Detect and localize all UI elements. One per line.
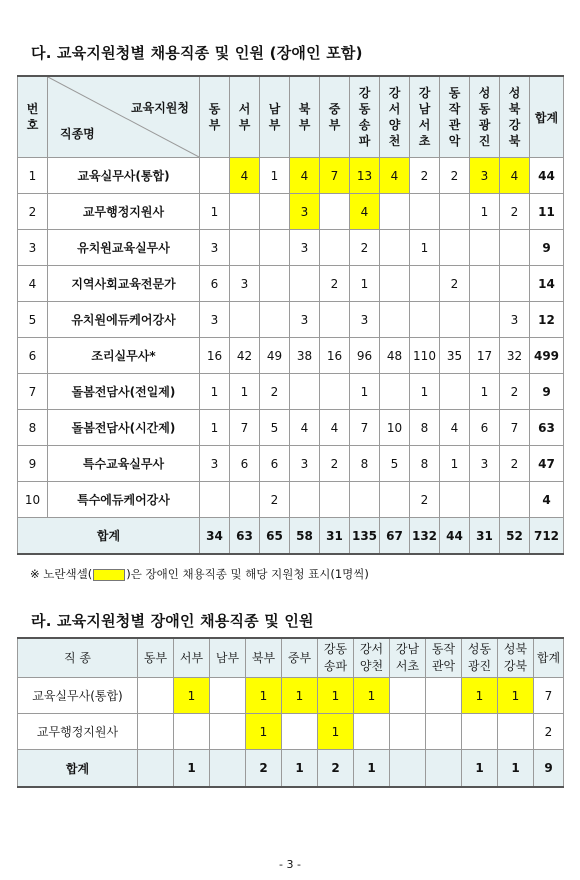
total-cell: [138, 750, 174, 788]
count-cell: [390, 714, 426, 750]
count-cell: [260, 302, 290, 338]
count-cell: [138, 678, 174, 714]
count-cell: 1: [230, 374, 260, 410]
header-office: 성북 강북: [498, 638, 534, 678]
header-office: 북부: [246, 638, 282, 678]
count-cell: 8: [410, 446, 440, 482]
header-office: 서 부: [230, 76, 260, 158]
header-office: 성 북 강 북: [500, 76, 530, 158]
job-name: 특수교육실무사: [48, 446, 200, 482]
table-row: [18, 302, 564, 338]
total-row: [18, 750, 564, 788]
count-cell: 1: [470, 194, 500, 230]
count-cell: 38: [290, 338, 320, 374]
count-cell: [380, 266, 410, 302]
header-office: 남 부: [260, 76, 290, 158]
count-cell: 3: [290, 446, 320, 482]
header-job-label: 직종명: [60, 127, 95, 141]
count-cell: [440, 302, 470, 338]
count-cell: [380, 374, 410, 410]
count-cell: [290, 374, 320, 410]
count-cell: 1: [246, 678, 282, 714]
recruitment-by-office-table: [17, 75, 564, 555]
header-office: 남부: [210, 638, 246, 678]
count-cell: 8: [410, 410, 440, 446]
count-cell: 4: [290, 410, 320, 446]
count-cell: [440, 230, 470, 266]
count-cell: 3: [290, 230, 320, 266]
count-cell: [200, 482, 230, 518]
count-cell: 10: [380, 410, 410, 446]
count-cell: 1: [318, 678, 354, 714]
count-cell: [462, 714, 498, 750]
count-cell: [200, 158, 230, 194]
row-total: 11: [530, 194, 564, 230]
table-row: [18, 482, 564, 518]
section2-title: 라. 교육지원청별 장애인 채용직종 및 인원: [31, 612, 314, 630]
count-cell: [230, 230, 260, 266]
table-row: [18, 194, 564, 230]
header-office: 강동 송파: [318, 638, 354, 678]
count-cell: [470, 230, 500, 266]
total-cell: 52: [500, 518, 530, 555]
count-cell: 35: [440, 338, 470, 374]
count-cell: 4: [320, 410, 350, 446]
count-cell: 1: [282, 678, 318, 714]
total-cell: 34: [200, 518, 230, 555]
count-cell: 1: [440, 446, 470, 482]
total-cell: 135: [350, 518, 380, 555]
count-cell: 3: [350, 302, 380, 338]
count-cell: [470, 266, 500, 302]
count-cell: [320, 230, 350, 266]
count-cell: 2: [440, 266, 470, 302]
total-cell: 65: [260, 518, 290, 555]
count-cell: 5: [260, 410, 290, 446]
count-cell: [260, 266, 290, 302]
count-cell: [498, 714, 534, 750]
total-cell: 31: [320, 518, 350, 555]
count-cell: [410, 266, 440, 302]
row-number: 5: [18, 302, 48, 338]
header-office: 강 남 서 초: [410, 76, 440, 158]
row-total: 4: [530, 482, 564, 518]
header-office: 강남 서초: [390, 638, 426, 678]
total-label: 합계: [18, 750, 138, 788]
count-cell: 6: [200, 266, 230, 302]
count-cell: 3: [200, 230, 230, 266]
count-cell: 6: [230, 446, 260, 482]
job-name: 유치원교육실무사: [48, 230, 200, 266]
count-cell: 7: [500, 410, 530, 446]
job-name: 돌봄전담사(전일제): [48, 374, 200, 410]
count-cell: 7: [320, 158, 350, 194]
count-cell: [470, 302, 500, 338]
job-name: 교무행정지원사: [48, 194, 200, 230]
count-cell: [410, 302, 440, 338]
job-name: 교육실무사(통합): [48, 158, 200, 194]
total-cell: 44: [440, 518, 470, 555]
count-cell: 2: [320, 266, 350, 302]
count-cell: [260, 230, 290, 266]
job-name: 돌봄전담사(시간제): [48, 410, 200, 446]
job-name: 조리실무사*: [48, 338, 200, 374]
count-cell: [380, 482, 410, 518]
count-cell: 3: [470, 446, 500, 482]
count-cell: 5: [380, 446, 410, 482]
count-cell: 6: [260, 446, 290, 482]
row-total: 12: [530, 302, 564, 338]
total-cell: 67: [380, 518, 410, 555]
total-cell: 1: [462, 750, 498, 788]
header-office: 중부: [282, 638, 318, 678]
yellow-swatch: [93, 569, 125, 581]
header-office: 강 서 양 천: [380, 76, 410, 158]
table-row: [18, 678, 564, 714]
count-cell: 1: [462, 678, 498, 714]
count-cell: 2: [260, 374, 290, 410]
count-cell: [320, 194, 350, 230]
count-cell: 1: [350, 266, 380, 302]
legend-note: [30, 566, 369, 582]
count-cell: 16: [320, 338, 350, 374]
count-cell: [500, 482, 530, 518]
row-total: 44: [530, 158, 564, 194]
row-number: 3: [18, 230, 48, 266]
count-cell: 42: [230, 338, 260, 374]
total-cell: 1: [174, 750, 210, 788]
count-cell: 3: [290, 302, 320, 338]
count-cell: 2: [410, 158, 440, 194]
count-cell: 3: [500, 302, 530, 338]
count-cell: [290, 266, 320, 302]
header-office: 중 부: [320, 76, 350, 158]
count-cell: 2: [320, 446, 350, 482]
grand-total: 9: [534, 750, 564, 788]
job-name: 유치원에듀케어강사: [48, 302, 200, 338]
row-number: 2: [18, 194, 48, 230]
count-cell: 2: [500, 446, 530, 482]
header-office: 동부: [138, 638, 174, 678]
count-cell: [440, 194, 470, 230]
count-cell: 1: [200, 410, 230, 446]
count-cell: 1: [174, 678, 210, 714]
count-cell: [210, 678, 246, 714]
count-cell: 1: [350, 374, 380, 410]
count-cell: [350, 482, 380, 518]
header-office: 성 동 광 진: [470, 76, 500, 158]
count-cell: [320, 302, 350, 338]
row-total: 47: [530, 446, 564, 482]
count-cell: 2: [500, 374, 530, 410]
row-number: 10: [18, 482, 48, 518]
count-cell: 7: [230, 410, 260, 446]
table-row: [18, 266, 564, 302]
total-cell: [390, 750, 426, 788]
table-row: [18, 446, 564, 482]
count-cell: [260, 194, 290, 230]
header-office: 성동 광진: [462, 638, 498, 678]
table-row: [18, 230, 564, 266]
count-cell: 4: [500, 158, 530, 194]
count-cell: 6: [470, 410, 500, 446]
job-name: 교무행정지원사: [18, 714, 138, 750]
count-cell: 1: [246, 714, 282, 750]
diagonal-line: [48, 77, 199, 157]
count-cell: 49: [260, 338, 290, 374]
count-cell: 4: [230, 158, 260, 194]
page-number: - 3 -: [279, 858, 301, 871]
row-total: 499: [530, 338, 564, 374]
table-row: [18, 158, 564, 194]
count-cell: 1: [470, 374, 500, 410]
total-cell: 1: [354, 750, 390, 788]
count-cell: [426, 678, 462, 714]
header-total: 합계: [530, 76, 564, 158]
count-cell: 96: [350, 338, 380, 374]
count-cell: 3: [470, 158, 500, 194]
count-cell: [354, 714, 390, 750]
row-number: 8: [18, 410, 48, 446]
header-job: 직 종: [18, 638, 138, 678]
total-cell: 31: [470, 518, 500, 555]
header-no: 번 호: [18, 76, 48, 158]
count-cell: 2: [440, 158, 470, 194]
count-cell: [138, 714, 174, 750]
count-cell: 1: [260, 158, 290, 194]
row-total: 63: [530, 410, 564, 446]
count-cell: 2: [410, 482, 440, 518]
header-office: 강서 양천: [354, 638, 390, 678]
total-cell: [426, 750, 462, 788]
count-cell: 4: [350, 194, 380, 230]
count-cell: [230, 482, 260, 518]
count-cell: 17: [470, 338, 500, 374]
count-cell: 7: [350, 410, 380, 446]
total-row: [18, 518, 564, 555]
count-cell: 48: [380, 338, 410, 374]
job-name: 교육실무사(통합): [18, 678, 138, 714]
job-name: 특수에듀케어강사: [48, 482, 200, 518]
count-cell: 8: [350, 446, 380, 482]
header-office: 동 작 관 악: [440, 76, 470, 158]
count-cell: 2: [350, 230, 380, 266]
total-cell: [210, 750, 246, 788]
count-cell: [174, 714, 210, 750]
row-number: 1: [18, 158, 48, 194]
total-cell: 63: [230, 518, 260, 555]
total-cell: 2: [318, 750, 354, 788]
count-cell: [380, 302, 410, 338]
total-cell: 58: [290, 518, 320, 555]
table-header-row: [18, 76, 564, 158]
count-cell: 32: [500, 338, 530, 374]
count-cell: [320, 374, 350, 410]
total-cell: 2: [246, 750, 282, 788]
header-office-label: 교육지원청: [131, 101, 189, 115]
count-cell: 13: [350, 158, 380, 194]
count-cell: 1: [354, 678, 390, 714]
header-diagonal-cell: [48, 76, 200, 158]
count-cell: 2: [500, 194, 530, 230]
row-number: 9: [18, 446, 48, 482]
count-cell: [210, 714, 246, 750]
count-cell: [320, 482, 350, 518]
count-cell: 1: [410, 374, 440, 410]
table-row: [18, 338, 564, 374]
count-cell: [230, 302, 260, 338]
count-cell: 1: [410, 230, 440, 266]
total-label: 합계: [18, 518, 200, 555]
row-total: 2: [534, 714, 564, 750]
row-total: 9: [530, 230, 564, 266]
row-total: 14: [530, 266, 564, 302]
total-cell: 1: [498, 750, 534, 788]
count-cell: 1: [200, 374, 230, 410]
count-cell: [380, 194, 410, 230]
count-cell: [380, 230, 410, 266]
count-cell: 110: [410, 338, 440, 374]
count-cell: 16: [200, 338, 230, 374]
count-cell: [500, 230, 530, 266]
note-prefix: ※ 노란색셀(: [30, 567, 93, 581]
job-name: 지역사회교육전문가: [48, 266, 200, 302]
row-number: 7: [18, 374, 48, 410]
total-cell: 1: [282, 750, 318, 788]
grand-total: 712: [530, 518, 564, 555]
count-cell: [470, 482, 500, 518]
count-cell: [500, 266, 530, 302]
header-office: 동작 관악: [426, 638, 462, 678]
count-cell: 4: [380, 158, 410, 194]
section1-title: 다. 교육지원청별 채용직종 및 인원 (장애인 포함): [31, 44, 363, 62]
header-office: 강 동 송 파: [350, 76, 380, 158]
count-cell: [282, 714, 318, 750]
header-office: 동 부: [200, 76, 230, 158]
header-office: 북 부: [290, 76, 320, 158]
row-number: 6: [18, 338, 48, 374]
count-cell: 1: [200, 194, 230, 230]
count-cell: 3: [200, 446, 230, 482]
count-cell: 4: [440, 410, 470, 446]
disabled-recruitment-table: [17, 637, 564, 788]
count-cell: [410, 194, 440, 230]
count-cell: 1: [318, 714, 354, 750]
row-total: 9: [530, 374, 564, 410]
row-number: 4: [18, 266, 48, 302]
count-cell: [290, 482, 320, 518]
count-cell: [230, 194, 260, 230]
count-cell: 3: [200, 302, 230, 338]
count-cell: [390, 678, 426, 714]
header-office: 서부: [174, 638, 210, 678]
table-header-row: [18, 638, 564, 678]
count-cell: 3: [230, 266, 260, 302]
count-cell: 3: [290, 194, 320, 230]
header-total: 합계: [534, 638, 564, 678]
total-cell: 132: [410, 518, 440, 555]
row-total: 7: [534, 678, 564, 714]
count-cell: [440, 374, 470, 410]
count-cell: 1: [498, 678, 534, 714]
table-row: [18, 374, 564, 410]
table-row: [18, 714, 564, 750]
count-cell: [440, 482, 470, 518]
count-cell: [426, 714, 462, 750]
note-suffix: )은 장애인 채용직종 및 해당 지원청 표시(1명씩): [126, 567, 369, 581]
table-row: [18, 410, 564, 446]
count-cell: 4: [290, 158, 320, 194]
count-cell: 2: [260, 482, 290, 518]
